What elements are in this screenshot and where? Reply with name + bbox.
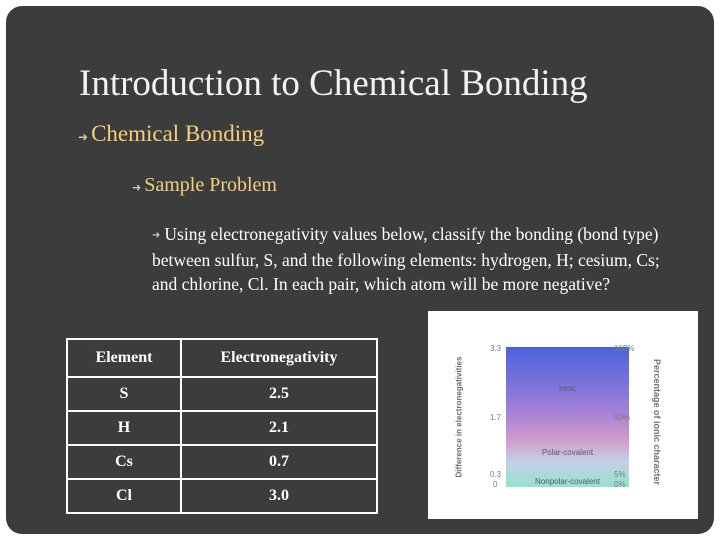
- table-row: [68, 446, 376, 478]
- table-cell-element: S: [68, 378, 180, 410]
- bullet-glyph-icon: ➜: [132, 181, 142, 194]
- table-header-element: Element: [68, 340, 180, 376]
- bullet-level-3: [152, 222, 672, 296]
- bullet-level-2: [132, 174, 277, 197]
- table-header-row: [68, 340, 376, 376]
- right-tick: 0%: [614, 480, 626, 489]
- bullet-glyph-icon: ➜: [78, 130, 89, 144]
- left-tick: 1.7: [490, 413, 502, 422]
- electronegativity-gradient-bar: [506, 347, 629, 487]
- bond-type-diagram: [428, 311, 698, 519]
- region-polar-covalent: Polar-covalent: [541, 448, 594, 457]
- bullet-glyph-icon: ➜: [152, 230, 161, 241]
- left-tick: 0.3: [490, 470, 502, 479]
- table-cell-element: Cs: [68, 446, 180, 478]
- table-cell-element: H: [68, 412, 180, 444]
- bullet-level-2-text: Sample Problem: [144, 174, 277, 196]
- right-axis-label: Percentage of ionic character: [652, 358, 662, 486]
- right-tick: 50%: [614, 413, 631, 422]
- region-nonpolar-covalent: Nonpolar-covalent: [535, 477, 600, 486]
- bullet-level-1: [78, 121, 264, 147]
- table-header-electronegativity: Electronegativity: [182, 340, 376, 376]
- bullet-level-1-text: Chemical Bonding: [91, 121, 265, 146]
- slide: [6, 6, 714, 534]
- sample-problem-text: Using electronegativity values below, classify the bonding (bond type) between sulfur, S, and the following elements: hydrogen, H; cesium, Cs; and chlorine, Cl. In each pair, which atom will be more negative?: [152, 224, 660, 294]
- slide-title: Introduction to Chemical Bonding: [79, 63, 588, 104]
- table-cell-value: 2.5: [182, 378, 376, 410]
- region-ionic: Ionic: [559, 384, 576, 393]
- table-row: [68, 480, 376, 512]
- left-axis-label: Difference in electronegativities: [454, 356, 464, 478]
- table-row: [68, 378, 376, 410]
- right-tick: 100%: [614, 344, 635, 353]
- table-cell-value: 2.1: [182, 412, 376, 444]
- table-cell-element: Cl: [68, 480, 180, 512]
- electronegativity-table: [66, 338, 378, 514]
- table-row: [68, 412, 376, 444]
- left-tick: 3.3: [490, 344, 502, 353]
- left-tick: 0: [493, 480, 498, 489]
- right-tick: 5%: [614, 470, 626, 479]
- table-cell-value: 3.0: [182, 480, 376, 512]
- table-cell-value: 0.7: [182, 446, 376, 478]
